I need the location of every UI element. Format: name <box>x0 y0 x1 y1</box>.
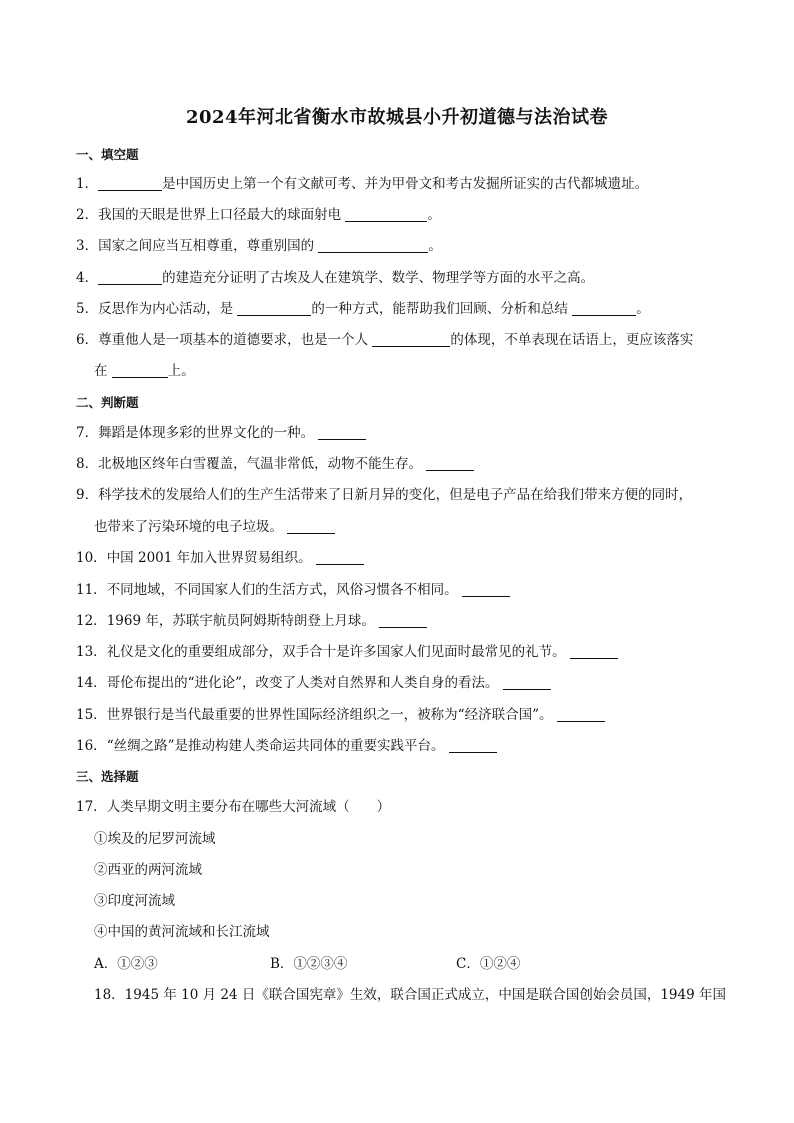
question-number: 17． <box>76 799 107 815</box>
question-2 <box>76 205 441 225</box>
question-13 <box>76 642 618 662</box>
question-9 <box>76 485 692 505</box>
question-text: 礼仪是文化的重要组成部分，双手合十是许多国家人们见面时最常见的礼节。 <box>106 644 566 660</box>
option-c[interactable]: C．①②④ <box>456 956 521 972</box>
answer-blank[interactable] <box>462 582 510 597</box>
question-text-mid: 的一种方式，能帮助我们回顾、分析和总结 <box>311 301 568 317</box>
question-number: 16． <box>76 738 107 754</box>
question-15 <box>76 705 605 725</box>
question-14 <box>76 673 551 693</box>
question-text: “丝绸之路”是推动构建人类命运共同体的重要实践平台。 <box>106 738 445 754</box>
question-number: 5． <box>76 301 99 317</box>
option-b[interactable]: B．①②③④ <box>270 956 348 972</box>
option-a[interactable]: A．①②③ <box>94 956 158 972</box>
question-text: 世界银行是当代最重要的世界性国际经济组织之一，被称为“经济联合国”。 <box>106 707 553 723</box>
question-text: 在 <box>94 363 108 379</box>
question-number: 1． <box>76 176 99 192</box>
answer-blank[interactable] <box>503 675 551 690</box>
answer-blank[interactable] <box>345 207 427 222</box>
section-heading-fill-in: 一、填空题 <box>76 147 139 162</box>
question-7 <box>76 423 366 443</box>
question-text-end: 。 <box>428 238 442 254</box>
answer-blank[interactable] <box>426 456 474 471</box>
question-text: 我国的天眼是世界上口径最大的球面射电 <box>98 207 342 223</box>
question-6-continued <box>94 361 195 381</box>
question-number: 14． <box>76 675 107 691</box>
question-text: 反思作为内心活动，是 <box>98 301 234 317</box>
question-17 <box>76 797 390 817</box>
question-text: 哥伦布提出的“进化论”，改变了人类对自然界和人类自身的看法。 <box>106 675 499 691</box>
choice-item-1: ①埃及的尼罗河流域 <box>94 831 216 847</box>
answer-blank-1[interactable] <box>237 301 311 316</box>
question-text: 舞蹈是体现多彩的世界文化的一种。 <box>98 425 315 441</box>
question-9-continued <box>94 517 335 537</box>
choice-item-4: ④中国的黄河流域和长江流域 <box>94 924 270 940</box>
answer-blank[interactable] <box>318 238 428 253</box>
section-heading-multiple-choice: 三、选择题 <box>76 769 139 784</box>
question-text-end: 上。 <box>167 363 195 379</box>
question-4 <box>76 268 594 288</box>
answer-options <box>94 954 520 974</box>
answer-blank[interactable] <box>318 425 366 440</box>
question-text: 1969 年，苏联宇航员阿姆斯特朗登上月球。 <box>106 613 375 629</box>
question-text: 尊重他人是一项基本的道德要求，也是一个人 <box>98 332 369 348</box>
question-number: 2． <box>76 207 99 223</box>
question-number: 10． <box>76 550 107 566</box>
answer-blank[interactable] <box>379 613 427 628</box>
question-text: 不同地域，不同国家人们的生活方式，风俗习惯各不相同。 <box>106 582 458 598</box>
answer-blank[interactable] <box>316 550 364 565</box>
question-16 <box>76 736 497 756</box>
question-number: 4． <box>76 270 99 286</box>
answer-blank[interactable] <box>557 707 605 722</box>
choice-item-2: ②西亚的两河流域 <box>94 862 202 878</box>
question-number: 9． <box>76 487 99 503</box>
question-text: 中国 2001 年加入世界贸易组织。 <box>106 550 312 566</box>
question-text: 也带来了污染环境的电子垃圾。 <box>94 519 283 535</box>
page-title: 2024年河北省衡水市故城县小升初道德与法治试卷 <box>185 107 609 128</box>
answer-blank-2[interactable] <box>112 363 168 378</box>
question-8 <box>76 454 474 474</box>
answer-blank[interactable] <box>570 644 618 659</box>
question-number: 7． <box>76 425 99 441</box>
question-text: 是中国历史上第一个有文献可考、并为甲骨文和考古发掘所证实的古代都城遗址。 <box>162 176 649 192</box>
question-text: 人类早期文明主要分布在哪些大河流域（ ） <box>106 799 391 815</box>
question-text: 国家之间应当互相尊重，尊重别国的 <box>98 238 315 254</box>
answer-blank-2[interactable] <box>572 301 636 316</box>
answer-blank[interactable] <box>98 270 162 285</box>
question-6 <box>76 330 693 350</box>
question-text: 北极地区终年白雪覆盖，气温非常低，动物不能生存。 <box>98 456 423 472</box>
question-text-end: 。 <box>636 301 650 317</box>
question-1 <box>76 174 648 194</box>
section-heading-true-false: 二、判断题 <box>76 395 139 410</box>
question-text-end: 。 <box>427 207 441 223</box>
question-text-end: 的体现，不单表现在话语上，更应该落实 <box>450 332 694 348</box>
question-number: 11． <box>76 582 107 598</box>
question-10 <box>76 548 364 568</box>
question-5 <box>76 299 650 319</box>
question-number: 3． <box>76 238 99 254</box>
choice-item-3: ③印度河流域 <box>94 893 175 909</box>
question-3 <box>76 236 442 256</box>
question-text: 的建造充分证明了古埃及人在建筑学、数学、物理学等方面的水平之高。 <box>162 270 595 286</box>
answer-blank[interactable] <box>287 519 335 534</box>
question-number: 12． <box>76 613 107 629</box>
question-11 <box>76 580 510 600</box>
question-number: 15． <box>76 707 107 723</box>
answer-blank-1[interactable] <box>372 332 450 347</box>
question-number: 6． <box>76 332 99 348</box>
answer-blank[interactable] <box>449 738 497 753</box>
question-12 <box>76 611 427 631</box>
answer-blank[interactable] <box>98 176 162 191</box>
question-number: 8． <box>76 456 99 472</box>
question-18: 18．1945 年 10 月 24 日《联合国宪章》生效，联合国正式成立，中国是联合国创始会员国，1949 年国 <box>94 987 726 1003</box>
question-number: 13． <box>76 644 107 660</box>
question-text: 科学技术的发展给人们的生产生活带来了日新月异的变化，但是电子产品在给我们带来方便的同时， <box>98 487 693 503</box>
